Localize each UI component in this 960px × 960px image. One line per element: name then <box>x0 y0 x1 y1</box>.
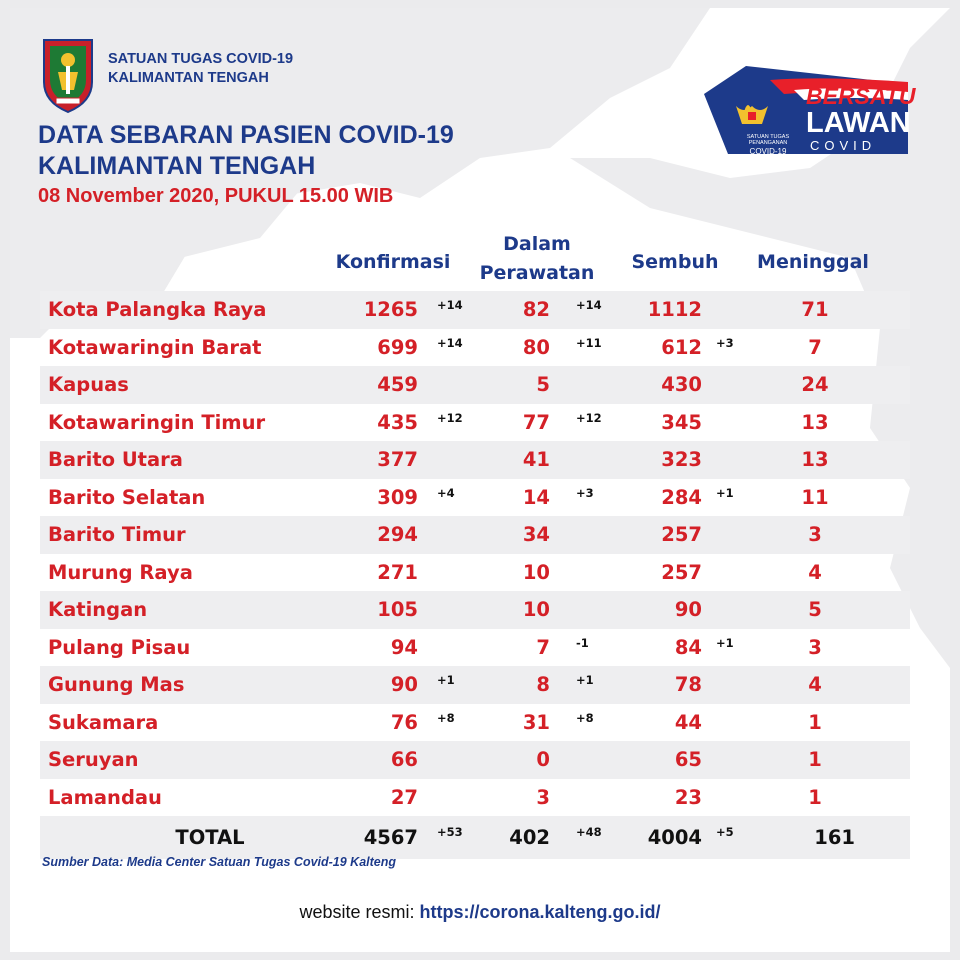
meninggal-value: 3 <box>808 635 822 659</box>
table-row <box>40 741 910 779</box>
table-row <box>40 704 910 742</box>
konfirmasi-value: 271 <box>377 560 418 584</box>
konfirmasi-delta: +4 <box>437 485 455 500</box>
perawatan-value: 31 <box>522 710 550 734</box>
region-name: Barito Timur <box>48 523 186 546</box>
konfirmasi-delta: +8 <box>437 710 455 725</box>
total-konfirmasi: 4567 <box>363 826 418 849</box>
table-row <box>40 554 910 592</box>
data-source: Sumber Data: Media Center Satuan Tugas Covid-19 Kalteng <box>42 855 397 869</box>
perawatan-value: 10 <box>522 598 550 621</box>
konfirmasi-value: 94 <box>390 635 418 659</box>
page-title <box>38 120 454 182</box>
perawatan-value: 82 <box>522 298 550 321</box>
perawatan-value: 41 <box>522 448 550 471</box>
header-perawatan: Perawatan <box>479 262 595 284</box>
perawatan-value: 34 <box>522 523 550 546</box>
sembuh-delta: +3 <box>716 335 734 350</box>
table-row <box>40 291 910 329</box>
org-name <box>108 50 293 88</box>
konfirmasi-value: 105 <box>377 598 418 621</box>
perawatan-value: 14 <box>522 485 550 509</box>
sembuh-value: 65 <box>674 748 702 771</box>
konfirmasi-value: 90 <box>390 673 418 696</box>
data-table <box>40 291 910 816</box>
total-konfirmasi-delta: +53 <box>437 825 463 839</box>
region-name: Gunung Mas <box>48 673 185 696</box>
meninggal-value: 13 <box>801 410 829 434</box>
sembuh-delta: +1 <box>716 485 734 500</box>
header-meninggal: Meninggal <box>757 251 869 273</box>
perawatan-delta: +8 <box>576 710 594 725</box>
konfirmasi-value: 309 <box>377 485 418 509</box>
konfirmasi-value: 294 <box>377 523 418 546</box>
perawatan-delta: +14 <box>576 298 602 312</box>
sembuh-value: 430 <box>661 373 702 396</box>
table-row <box>40 329 910 367</box>
perawatan-delta: +11 <box>576 335 602 350</box>
meninggal-value: 4 <box>808 560 822 584</box>
table-row <box>40 666 910 704</box>
konfirmasi-value: 27 <box>390 785 418 809</box>
konfirmasi-value: 377 <box>377 448 418 471</box>
meninggal-value: 1 <box>808 785 822 809</box>
brand-line1: BERSATU <box>806 83 916 109</box>
header-dalam: Dalam <box>503 233 571 255</box>
region-name: Katingan <box>48 598 148 621</box>
total-meninggal: 161 <box>814 826 855 849</box>
meninggal-value: 71 <box>801 298 829 321</box>
sembuh-value: 90 <box>674 598 702 621</box>
sembuh-value: 78 <box>674 673 702 696</box>
perawatan-value: 0 <box>536 748 550 771</box>
website-line <box>10 900 950 924</box>
region-name: Kotawaringin Barat <box>48 335 262 359</box>
table-row <box>40 366 910 404</box>
sembuh-value: 612 <box>661 335 702 359</box>
table-row <box>40 516 910 554</box>
total-sembuh: 4004 <box>647 826 702 849</box>
region-name: Murung Raya <box>48 560 193 584</box>
title-line2: KALIMANTAN TENGAH <box>38 152 316 180</box>
sembuh-value: 84 <box>674 635 702 659</box>
perawatan-delta: +12 <box>576 410 602 425</box>
sembuh-value: 284 <box>661 485 702 509</box>
sembuh-value: 23 <box>674 785 702 809</box>
brand-line2: LAWAN <box>806 107 911 139</box>
report-date: 08 November 2020, PUKUL 15.00 WIB <box>38 185 394 207</box>
konfirmasi-value: 1265 <box>363 298 418 321</box>
org-line2: KALIMANTAN TENGAH <box>108 70 269 86</box>
sembuh-value: 323 <box>661 448 702 471</box>
total-row <box>40 816 910 859</box>
infographic-card <box>10 8 950 952</box>
brand-small-text2: COVID-19 <box>749 147 787 156</box>
header-konfirmasi: Konfirmasi <box>335 251 451 273</box>
table-row <box>40 441 910 479</box>
meninggal-value: 1 <box>808 710 822 734</box>
total-label: TOTAL <box>175 826 245 849</box>
perawatan-value: 10 <box>522 560 550 584</box>
meninggal-value: 11 <box>801 485 829 509</box>
total-perawatan-delta: +48 <box>576 825 602 839</box>
kalimantan-tengah-emblem-icon <box>40 38 96 114</box>
perawatan-value: 80 <box>522 335 550 359</box>
sembuh-value: 345 <box>661 410 702 434</box>
region-name: Seruyan <box>48 748 139 771</box>
perawatan-delta: +3 <box>576 485 594 500</box>
konfirmasi-delta: +14 <box>437 335 463 350</box>
region-name: Pulang Pisau <box>48 635 191 659</box>
perawatan-delta: +1 <box>576 673 594 687</box>
total-perawatan: 402 <box>509 826 550 849</box>
table-row <box>40 404 910 442</box>
perawatan-value: 8 <box>536 673 550 696</box>
website-link[interactable]: https://corona.kalteng.go.id/ <box>419 902 661 922</box>
meninggal-value: 3 <box>808 523 822 546</box>
konfirmasi-delta: +14 <box>437 298 463 312</box>
konfirmasi-value: 435 <box>377 410 418 434</box>
sembuh-value: 257 <box>661 523 702 546</box>
perawatan-value: 7 <box>536 635 550 659</box>
perawatan-value: 5 <box>536 373 550 396</box>
meninggal-value: 5 <box>808 598 822 621</box>
konfirmasi-value: 459 <box>377 373 418 396</box>
region-name: Kapuas <box>48 373 129 396</box>
konfirmasi-delta: +12 <box>437 410 463 425</box>
perawatan-delta: -1 <box>576 635 589 650</box>
meninggal-value: 4 <box>808 673 822 696</box>
website-label: website resmi: <box>299 902 415 922</box>
brand-line3: COVID <box>810 138 877 153</box>
konfirmasi-value: 76 <box>390 710 418 734</box>
sembuh-value: 44 <box>674 710 702 734</box>
table-row <box>40 779 910 817</box>
sembuh-delta: +1 <box>716 635 734 650</box>
meninggal-value: 7 <box>808 335 822 359</box>
header-dalam-perawatan <box>472 232 602 285</box>
konfirmasi-value: 66 <box>390 748 418 771</box>
perawatan-value: 77 <box>522 410 550 434</box>
perawatan-value: 3 <box>536 785 550 809</box>
table-row <box>40 629 910 667</box>
org-line1: SATUAN TUGAS COVID-19 <box>108 51 294 67</box>
region-name: Barito Selatan <box>48 485 206 509</box>
konfirmasi-value: 699 <box>377 335 418 359</box>
header-sembuh: Sembuh <box>631 251 719 273</box>
region-name: Lamandau <box>48 785 162 809</box>
sembuh-value: 257 <box>661 560 702 584</box>
meninggal-value: 24 <box>801 373 829 396</box>
region-name: Kotawaringin Timur <box>48 410 266 434</box>
region-name: Sukamara <box>48 710 159 734</box>
title-line1: DATA SEBARAN PASIEN COVID-19 <box>38 121 454 149</box>
region-name: Kota Palangka Raya <box>48 298 267 321</box>
sembuh-value: 1112 <box>647 298 702 321</box>
meninggal-value: 1 <box>808 748 822 771</box>
table-row <box>40 479 910 517</box>
meninggal-value: 13 <box>801 448 829 471</box>
region-name: Barito Utara <box>48 448 183 471</box>
total-sembuh-delta: +5 <box>716 825 734 839</box>
table-row <box>40 591 910 629</box>
konfirmasi-delta: +1 <box>437 673 455 687</box>
brand-small-text: SATUAN TUGAS PENANGANAN <box>746 134 790 146</box>
